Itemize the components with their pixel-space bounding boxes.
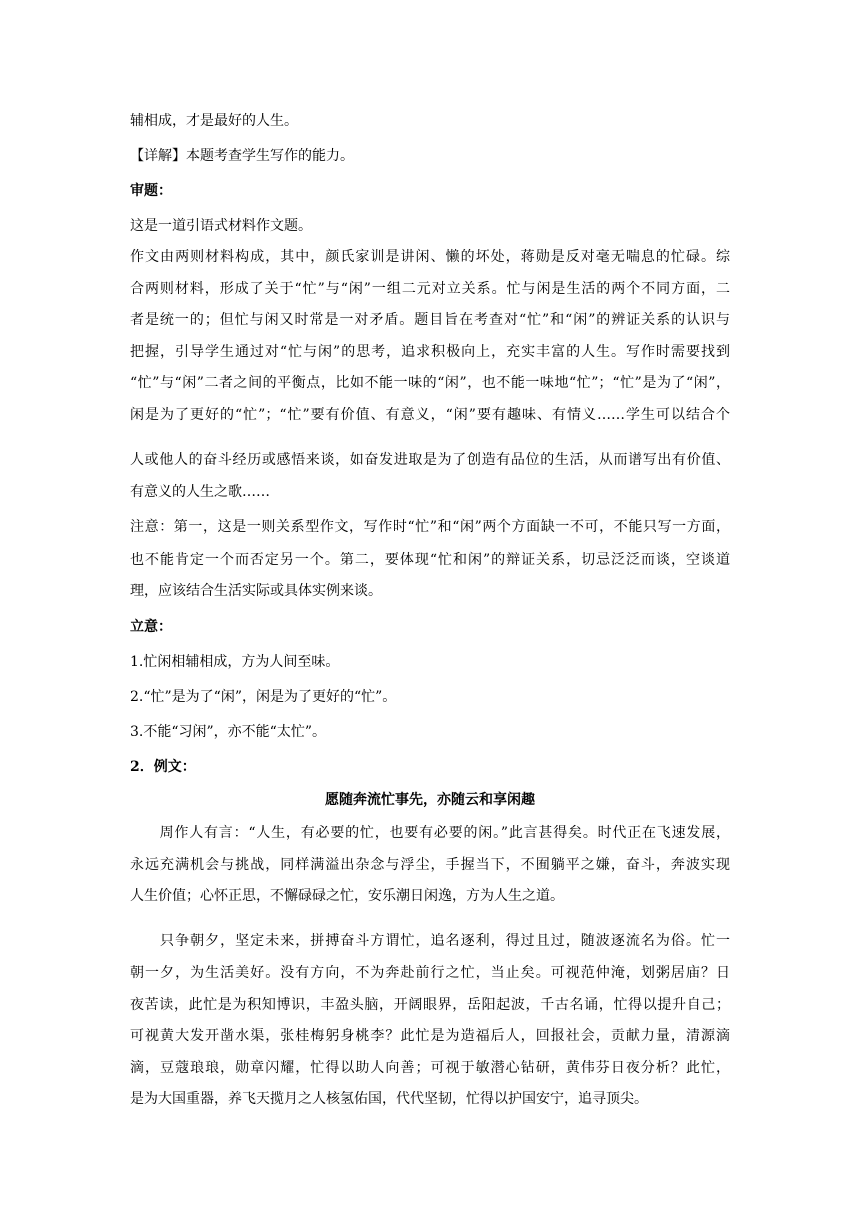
text-line: 这是一道引语式材料作文题。 bbox=[130, 218, 312, 234]
text-line: 【详解】本题考查学生写作的能力。 bbox=[130, 148, 354, 164]
text-line: 是为大国重器，养飞天揽月之人核氢佑国，代代坚韧，忙得以护国安宁，追寻顶尖。 bbox=[130, 1091, 648, 1107]
text-line: 永远充满机会与挑战，同样满溢出杂念与浮尘，手握当下，不囿躺平之嫌，奋斗，奔波实现 bbox=[130, 857, 730, 873]
text-line: 作文由两则材料构成，其中，颜氏家训是讲闲、懒的坏处，蒋勋是反对毫无喘息的忙碌。综 bbox=[130, 249, 730, 265]
text-line: 注意：第一，这是一则关系型作文，写作时“忙”和“闲”两个方面缺一不可，不能只写一方面， bbox=[130, 519, 730, 535]
text-line: 理，应该结合生活实际或具体实例来谈。 bbox=[130, 583, 382, 599]
text-line: 滴，豆蔻琅琅，勋章闪耀，忙得以助人向善；可视于敏潜心钻研，黄伟芬日夜分析？此忙， bbox=[130, 1060, 730, 1076]
text-line: 可视黄大发开凿水渠，张桂梅躬身桃李？此忙是为造福后人，回报社会，贡献力量，清源滴 bbox=[130, 1028, 730, 1044]
text-line: 周作人有言：“人生，有必要的忙，也要有必要的闲。”此言甚得矣。时代正在飞速发展， bbox=[130, 825, 730, 841]
text-line: 只争朝夕，坚定未来，拼搏奋斗方谓忙，追名逐利，得过且过，随波逐流名为俗。忙一 bbox=[130, 933, 730, 949]
text-line: 把握，引导学生通过对“忙与闲”的思考，追求积极向上，充实丰富的人生。写作时需要找到 bbox=[130, 344, 730, 360]
text-line: 闲是为了更好的“忙”；“忙”要有价值、有意义，“闲”要有趣味、有情义……学生可以结合个 bbox=[130, 407, 730, 423]
text-line: 也不能肯定一个而否定另一个。第二，要体现“忙和闲”的辩证关系，切忌泛泛而谈，空谈道 bbox=[130, 552, 730, 568]
text-line: 者是统一的；但忙与闲又时常是一对矛盾。题目旨在考查对“忙”和“闲”的辨证关系的认识与 bbox=[130, 312, 730, 328]
text-line: 辅相成，才是最好的人生。 bbox=[130, 113, 298, 129]
list-item: 3.不能“习闲”，亦不能“太忙”。 bbox=[130, 724, 326, 740]
text-line: “忙”与“闲”二者之间的平衡点，比如不能一味的“闲”，也不能一味地“忙”；“忙”是为了“闲”， bbox=[130, 375, 730, 391]
text-line: 有意义的人生之歌…… bbox=[130, 484, 270, 500]
text-line: 合两则材料，形成了关于“忙”与“闲”一组二元对立关系。忙与闲是生活的两个不同方面，二 bbox=[130, 281, 730, 297]
essay-title: 愿随奔流忙事先，亦随云和享闲趣 bbox=[325, 792, 535, 808]
text-line: 人生价值；心怀正思，不懈碌碌之忙，安乐潮日闲逸，方为人生之道。 bbox=[130, 888, 564, 904]
list-item: 1.忙闲相辅相成，方为人间至味。 bbox=[130, 654, 340, 670]
list-item: 2.“忙”是为了“闲”，闲是为了更好的“忙”。 bbox=[130, 689, 397, 705]
text-line: 夜苦读，此忙是为积知博识，丰盈头脑，开阔眼界，岳阳起波，千古名诵，忙得以提升自己； bbox=[130, 997, 730, 1013]
section-heading-review: 审题： bbox=[130, 183, 172, 199]
section-heading-theme: 立意： bbox=[130, 619, 172, 635]
text-line: 人或他人的奋斗经历或感悟来谈，如奋发进取是为了创造有品位的生活，从而谱写出有价值、 bbox=[130, 452, 730, 468]
section-heading-example: 2．例文： bbox=[130, 759, 196, 775]
text-line: 朝一夕，为生活美好。没有方向，不为奔赴前行之忙，当止矣。可视范仲淹，划粥居庙？日 bbox=[130, 965, 730, 981]
